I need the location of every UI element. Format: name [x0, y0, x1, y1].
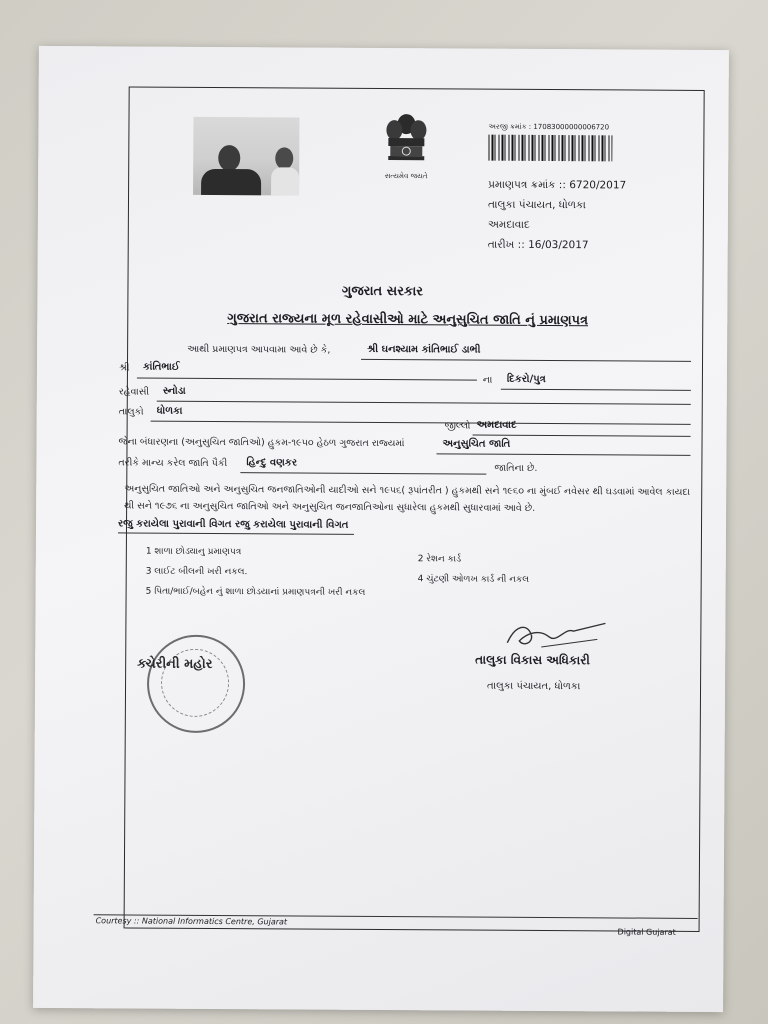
officer-title: તાલુકા વિકાસ અધિકારી — [475, 652, 590, 668]
village: સ્નોડા — [162, 385, 186, 397]
resident-label: રહેવાસી — [118, 386, 150, 398]
holder-name: શ્રી ઘનશ્યામ કાંતિભાઈ ડાભી — [367, 343, 481, 356]
legal-paragraph: અનુસુચિત જાતિઓ અને અનુસુચિત જનજાતિઓની યાદીઓ સને ૧૯૫૬( રૂપાંતરીત ) હુકમથી સને ૧૯૬૦ ના મુંબઈ નવેસર થી ઘડવામાં આવેલ કાયદા થી સને ૧૯૭૬ ના અનુસુચિત જાતિઓ અને અનુસુચિત જનજાતિઓના સુધારેલા હુકમથી સુધારવામાં આવે છે. — [124, 483, 691, 514]
documents-heading: રજુ કરાયેલા પુરાવાની વિગત રજુ કરાયેલા પુરાવાની વિગત — [117, 518, 349, 531]
certificate-paper — [33, 46, 729, 1012]
courtesy-text: Courtesy :: National Informatics Centre, Gujarat — [95, 916, 288, 927]
district: અમદાવાદ — [476, 419, 517, 431]
photo-person-head — [275, 147, 293, 169]
officer-office: તાલુકા પંચાયત, ધોળકા — [487, 680, 581, 693]
barcode — [488, 135, 612, 162]
order-text: જેના બંધારણના (અનુસુચિત જાતિઓ) હુકમ-૧૯૫૦ હેઠળ ગુજરાત રાજ્યમાં — [118, 436, 405, 450]
emblem-caption: સત્યમેવ જયતે — [384, 172, 428, 181]
photo-person-body — [201, 169, 261, 196]
certificate-title: ગુજરાત રાજ્યના મૂળ રહેવાસીઓ માટે અનુસુચિત જાતિ નું પ્રમાણપત્ર — [227, 311, 589, 329]
taluka: ધોળકા — [156, 405, 183, 417]
category: અનુસુચિત જાતિ — [442, 438, 511, 450]
photo-person-head — [218, 145, 240, 171]
intro-text: આથી પ્રમાણપત્ર આપવામા આવે છે કે, — [187, 343, 331, 356]
father-name: કાંતિભાઈ — [142, 361, 180, 373]
document-item: 1 શાળા છોડ્યાનુ પ્રમાણપત્ર — [145, 546, 242, 558]
document-item: 3 લાઈટ બીલની ખરી નકલ. — [145, 566, 248, 578]
cert-number-line — [488, 179, 626, 193]
government-title: ગુજરાત સરકાર — [341, 283, 424, 300]
national-emblem-icon — [378, 110, 434, 174]
taluka-label: તાલુકો — [118, 406, 144, 418]
officer-signature — [501, 617, 611, 654]
issuer-line2: અમદાવાદ — [487, 218, 530, 231]
date-label: તારીખ :: — [487, 238, 525, 251]
issuer-line1: તાલુકા પંચાયત, ધોળકા — [487, 198, 586, 212]
relation: દિકરો/પુત્ર — [506, 373, 546, 386]
document-item: 4 ચુંટણી ઓળખ કાર્ડ ની નકલ — [417, 574, 530, 585]
caste: હિન્દુ વણકર — [246, 457, 298, 469]
document-item: 5 પિતા/ભાઈ/બહેન નું શાળા છોડયાનાં પ્રમાણપત્રની ખરી નકલ — [145, 586, 366, 598]
district-label: જીલ્લો — [444, 420, 471, 432]
date-line — [488, 239, 589, 253]
cert-number: 6720/2017 — [569, 179, 627, 192]
office-seal — [147, 635, 246, 734]
caste-suffix: જાતિના છે. — [494, 462, 538, 474]
application-number: અરજી ક્રમાંક : 17083000000006720 — [488, 122, 610, 132]
applicant-photo — [193, 117, 299, 196]
digital-gujarat-text: Digital Gujarat — [617, 927, 676, 937]
na-label: ના — [482, 374, 493, 386]
photo-person-body — [271, 167, 299, 195]
issue-date: 16/03/2017 — [528, 238, 589, 252]
shri-label: શ્રી — [118, 362, 130, 374]
serial-text: તરીકે માન્ય કરેલ જાતિ પૈકી — [118, 457, 228, 470]
seal-text: ક્ચેરીની મહોર — [137, 656, 213, 672]
cert-number-label: પ્રમાણપત્ર ક્રમાંક :: — [488, 178, 566, 192]
document-item: 2 રેશન કાર્ડ — [417, 554, 462, 565]
